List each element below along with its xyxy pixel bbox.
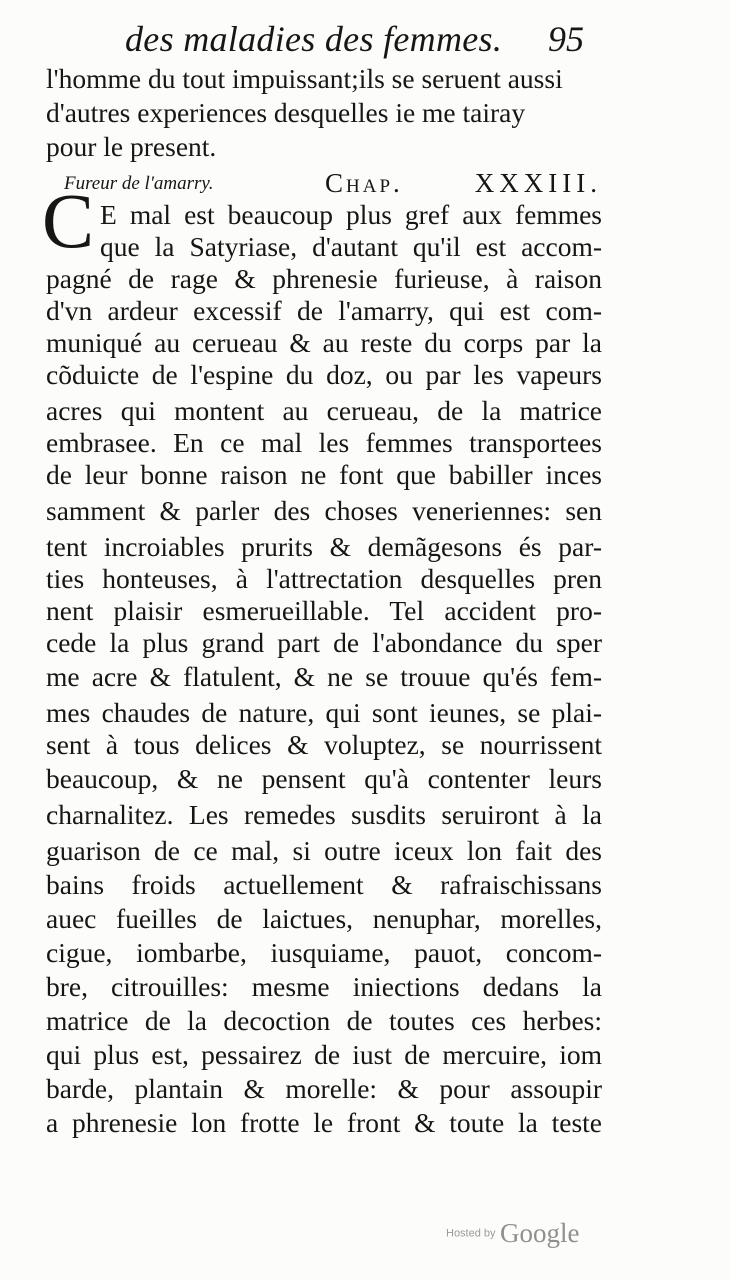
google-watermark xyxy=(446,1218,579,1249)
text-line: pagné de rage & phrenesie furieuse, à raison xyxy=(46,263,602,294)
text-line: l'homme du tout impuissant;ils se seruent aussi xyxy=(46,63,563,94)
chapter-heading xyxy=(60,168,602,196)
text-line: a phrenesie lon frotte le front & toute la teste xyxy=(46,1107,602,1138)
watermark-hosted-by: Hosted by xyxy=(446,1227,496,1240)
text-line: charnalitez. Les remedes susdits seruiront à la xyxy=(46,799,602,830)
text-line: bre, citrouilles: mesme iniections dedans la xyxy=(46,971,602,1002)
page-number: 95 xyxy=(548,19,584,59)
text-line: barde, plantain & morelle: & pour assoupir xyxy=(46,1073,602,1104)
text-line: nent plaisir esmerueillable. Tel accident pro- xyxy=(46,595,602,626)
watermark-logo: Google xyxy=(499,1218,580,1248)
text-line: samment & parler des choses veneriennes: sen xyxy=(46,495,602,526)
text-line: cigue, iombarbe, iusquiame, pauot, concom- xyxy=(46,937,602,968)
text-line: E mal est beaucoup plus gref aux femmes xyxy=(100,199,602,230)
text-line: me acre & flatulent, & ne se trouue qu'és fem- xyxy=(46,661,602,692)
text-line: d'vn ardeur excessif de l'amarry, qui est com- xyxy=(46,295,602,326)
text-line: de leur bonne raison ne font que babiller inces xyxy=(46,459,602,490)
text-line: ties honteuses, à l'attrectation desquelles pren xyxy=(46,563,602,594)
margin-note: Fureur de l'amarry. xyxy=(64,173,214,194)
text-line: acres qui montent au cerueau, de la matrice xyxy=(46,395,602,426)
running-title: des maladies des femmes. xyxy=(125,19,503,59)
text-line: matrice de la decoction de toutes ces herbes: xyxy=(46,1005,602,1036)
chapter-label: Chap. xyxy=(325,168,403,198)
text-line: sent à tous delices & voluptez, se nourrissent xyxy=(46,729,602,760)
text-line: embrasee. En ce mal les femmes transportees xyxy=(46,427,602,458)
text-line: cõduicte de l'espine du doz, ou par les vapeurs xyxy=(46,359,602,390)
text-line: auec fueilles de laictues, nenuphar, morelles, xyxy=(46,903,602,934)
text-line: muniqué au cerueau & au reste du corps par la xyxy=(46,327,602,358)
text-line: bains froids actuellement & rafraischissans xyxy=(46,869,602,900)
chapter-number: XXXIII. xyxy=(474,168,602,198)
text-line: guarison de ce mal, si outre iceux lon fait des xyxy=(46,835,602,866)
text-line: cede la plus grand part de l'abondance du sper xyxy=(46,627,602,658)
text-line: que la Satyriase, d'autant qu'il est accom- xyxy=(100,231,602,262)
drop-cap: C xyxy=(42,177,95,264)
text-line: pour le present. xyxy=(46,131,217,162)
text-line: tent incroiables prurits & demãgesons és par- xyxy=(46,531,602,562)
text-line: beaucoup, & ne pensent qu'à contenter leurs xyxy=(46,763,602,794)
text-line: mes chaudes de nature, qui sont ieunes, se plai- xyxy=(46,697,602,728)
text-line: qui plus est, pessairez de iust de mercuire, iom xyxy=(46,1039,602,1070)
text-line: d'autres experiences desquelles ie me tairay xyxy=(46,97,526,128)
